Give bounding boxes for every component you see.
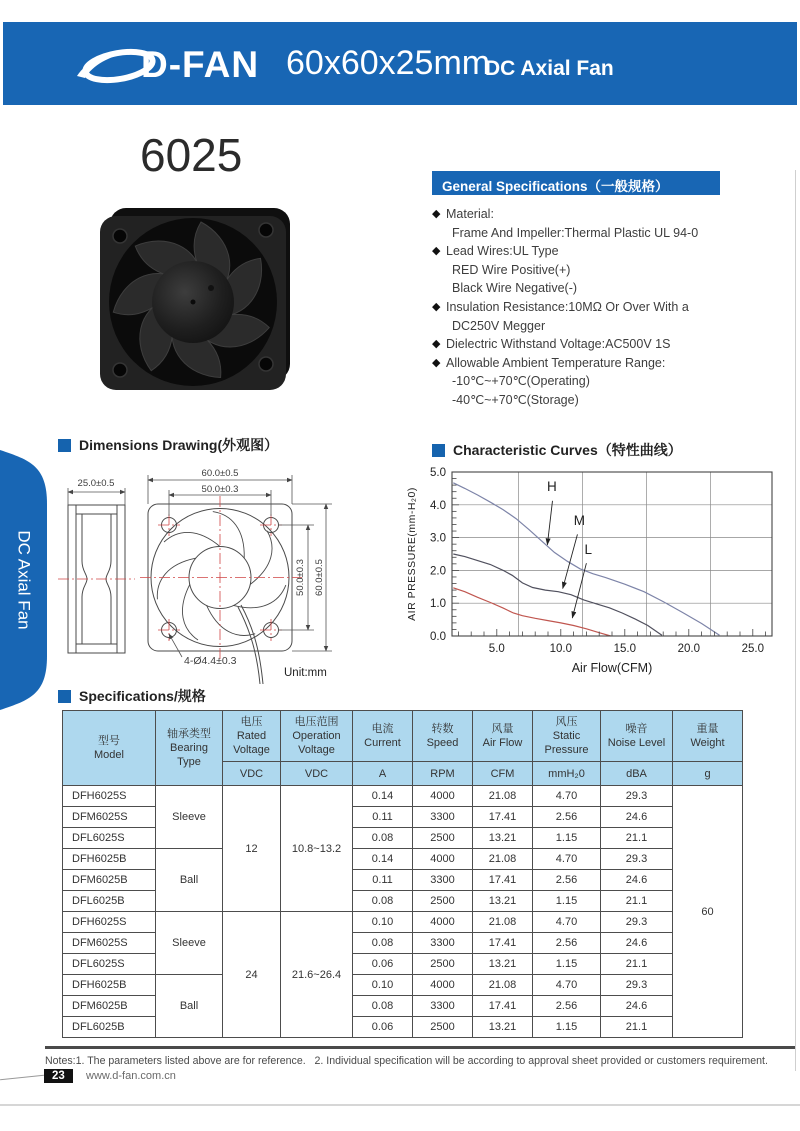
- noise-cell: 29.3: [601, 975, 673, 996]
- col-bearing: 轴承类型 Bearing Type: [156, 711, 223, 786]
- speed-cell: 4000: [413, 786, 473, 807]
- general-spec-line: DC250V Megger: [452, 318, 546, 333]
- col-operation-voltage: 电压范围 Operation Voltage: [281, 711, 353, 762]
- model-cell: DFH6025B: [63, 975, 156, 996]
- model-cell: DFL6025B: [63, 891, 156, 912]
- speed-cell: 2500: [413, 954, 473, 975]
- curves-title-text: Characteristic Curves（特性曲线）: [453, 442, 682, 458]
- x-tick-label: 10.0: [549, 643, 572, 655]
- col-rated-voltage: 电压 Rated Voltage: [223, 711, 281, 762]
- page-edge-bottom: [0, 1104, 800, 1106]
- col-noise: 噪音 Noise Level: [601, 711, 673, 762]
- general-spec-line: -10℃~+70℃(Operating): [452, 374, 590, 389]
- model-cell: DFM6025B: [63, 870, 156, 891]
- current-cell: 0.06: [353, 1017, 413, 1038]
- airflow-cell: 17.41: [473, 933, 533, 954]
- current-cell: 0.11: [353, 807, 413, 828]
- model-cell: DFM6025B: [63, 996, 156, 1017]
- unit-label: Unit:mm: [284, 667, 327, 679]
- y-tick-label: 5.0: [430, 467, 446, 479]
- badge-line: [0, 1075, 44, 1081]
- noise-cell: 29.3: [601, 849, 673, 870]
- noise-cell: 21.1: [601, 1017, 673, 1038]
- unit-speed: RPM: [413, 762, 473, 786]
- operation-voltage-cell: 21.6~26.4: [281, 912, 353, 1038]
- dim-height-inner: 50.0±0.3: [295, 559, 306, 596]
- specs-title-text: Specifications/规格: [79, 688, 206, 704]
- speed-cell: 4000: [413, 912, 473, 933]
- curve-label-H: H: [546, 479, 557, 495]
- unit-airflow: CFM: [473, 762, 533, 786]
- noise-cell: 21.1: [601, 891, 673, 912]
- diamond-bullet-icon: ◆: [432, 245, 441, 258]
- dimensions-section-title: [58, 435, 278, 455]
- static-pressure-cell: 2.56: [533, 807, 601, 828]
- model-cell: DFH6025B: [63, 849, 156, 870]
- curve-H: [453, 483, 719, 636]
- dim-holes: 4-Ø4.4±0.3: [184, 655, 237, 667]
- curve-label-M: M: [573, 513, 585, 529]
- x-axis-label: Air Flow(CFM): [571, 661, 653, 675]
- general-spec-line: ◆ Material:: [432, 205, 782, 224]
- rated-voltage-cell: 24: [223, 912, 281, 1038]
- col-model: 型号 Model: [63, 711, 156, 786]
- dim-width-inner: 50.0±0.3: [201, 484, 239, 495]
- diamond-bullet-icon: ◆: [432, 356, 441, 369]
- table-header-row: [63, 711, 743, 762]
- y-tick-label: 4.0: [430, 499, 446, 512]
- spec-row: [63, 912, 743, 933]
- y-axis-label: AIR PRESSURE(mm-H₂0): [406, 487, 418, 621]
- static-pressure-cell: 4.70: [533, 849, 601, 870]
- x-tick-label: 5.0: [488, 643, 505, 655]
- general-spec-line: RED Wire Positive(+): [452, 262, 571, 277]
- specifications-table: [62, 710, 743, 1038]
- speed-cell: 3300: [413, 870, 473, 891]
- x-tick-label: 25.0: [741, 643, 764, 655]
- col-airflow: 风量 Air Flow: [473, 711, 533, 762]
- general-spec-line: ◆ Allowable Ambient Temperature Range:: [432, 354, 782, 373]
- bearing-type-cell: Ball: [156, 975, 223, 1038]
- chart-curves: [453, 483, 719, 636]
- dim-depth: 25.0±0.5: [77, 478, 115, 489]
- current-cell: 0.08: [353, 891, 413, 912]
- speed-cell: 3300: [413, 996, 473, 1017]
- model-cell: DFM6025S: [63, 807, 156, 828]
- rated-voltage-cell: 12: [223, 786, 281, 912]
- speed-cell: 3300: [413, 933, 473, 954]
- speed-cell: 4000: [413, 975, 473, 996]
- speed-cell: 2500: [413, 1017, 473, 1038]
- static-pressure-cell: 4.70: [533, 912, 601, 933]
- dimensions-drawing: [52, 466, 342, 694]
- curves-section-title: [432, 440, 682, 460]
- noise-cell: 21.1: [601, 954, 673, 975]
- noise-cell: 24.6: [601, 996, 673, 1017]
- airflow-cell: 13.21: [473, 828, 533, 849]
- spec-row: [63, 786, 743, 807]
- noise-cell: 24.6: [601, 870, 673, 891]
- airflow-cell: 17.41: [473, 870, 533, 891]
- static-pressure-cell: 1.15: [533, 1017, 601, 1038]
- operation-voltage-cell: 10.8~13.2: [281, 786, 353, 912]
- model-cell: DFH6025S: [63, 912, 156, 933]
- y-tick-label: 2.0: [430, 565, 446, 578]
- col-weight: 重量 Weight: [673, 711, 743, 762]
- static-pressure-cell: 1.15: [533, 891, 601, 912]
- general-spec-line: Black Wire Negative(-): [452, 281, 578, 296]
- diamond-bullet-icon: ◆: [432, 208, 441, 220]
- general-spec-line: -40℃~+70℃(Storage): [452, 392, 579, 407]
- model-cell: DFM6025S: [63, 933, 156, 954]
- general-specs-list: [432, 205, 782, 410]
- static-pressure-cell: 4.70: [533, 786, 601, 807]
- noise-cell: 29.3: [601, 786, 673, 807]
- website-text: www.d-fan.com.cn: [86, 1070, 176, 1082]
- diamond-bullet-icon: ◆: [432, 300, 441, 313]
- model-cell: DFL6025S: [63, 828, 156, 849]
- airflow-cell: 17.41: [473, 807, 533, 828]
- speed-cell: 2500: [413, 891, 473, 912]
- unit-rated-voltage: VDC: [223, 762, 281, 786]
- general-spec-line: ◆ Insulation Resistance:10MΩ Or Over With a: [432, 298, 782, 317]
- footer-divider: [45, 1046, 795, 1049]
- col-speed: 转数 Speed: [413, 711, 473, 762]
- fan-product-photo: [88, 196, 298, 401]
- curve-label-L: L: [584, 542, 593, 557]
- noise-cell: 24.6: [601, 807, 673, 828]
- page-title: 60x60x25mm: [286, 44, 491, 82]
- chart-annotations: [547, 479, 593, 618]
- noise-cell: 21.1: [601, 828, 673, 849]
- spec-row: [63, 975, 743, 996]
- airflow-cell: 13.21: [473, 954, 533, 975]
- plot-border: [452, 472, 772, 636]
- noise-cell: 29.3: [601, 912, 673, 933]
- static-pressure-cell: 2.56: [533, 870, 601, 891]
- y-tick-label: 3.0: [430, 532, 446, 545]
- col-current: 电流 Current: [353, 711, 413, 762]
- dimensions-title-text: Dimensions Drawing(外观图）: [79, 437, 279, 453]
- airflow-cell: 21.08: [473, 912, 533, 933]
- diamond-bullet-icon: ◆: [432, 338, 441, 351]
- static-pressure-cell: 2.56: [533, 933, 601, 954]
- airflow-cell: 21.08: [473, 849, 533, 870]
- y-tick-label: 0.0: [430, 631, 446, 643]
- airflow-cell: 13.21: [473, 891, 533, 912]
- header-bar: [3, 22, 797, 105]
- weight-cell: 60: [673, 786, 743, 1038]
- speed-cell: 3300: [413, 807, 473, 828]
- y-tick-label: 1.0: [430, 598, 446, 611]
- dim-height-outer: 60.0±0.5: [314, 559, 325, 596]
- brand-text: D-FAN: [141, 44, 260, 85]
- general-spec-line: ◆ Dielectric Withstand Voltage:AC500V 1S: [432, 335, 782, 354]
- bearing-type-cell: Sleeve: [156, 912, 223, 975]
- current-cell: 0.14: [353, 849, 413, 870]
- static-pressure-cell: 1.15: [533, 954, 601, 975]
- current-cell: 0.06: [353, 954, 413, 975]
- characteristic-curves-chart: [404, 458, 796, 692]
- unit-weight: g: [673, 762, 743, 786]
- speed-cell: 4000: [413, 849, 473, 870]
- section-bullet-icon: [432, 444, 445, 457]
- general-spec-line: ◆ Lead Wires:UL Type: [432, 242, 782, 261]
- unit-current: A: [353, 762, 413, 786]
- curve-L: [453, 588, 610, 636]
- current-cell: 0.08: [353, 933, 413, 954]
- spec-row: [63, 849, 743, 870]
- page-subtitle: DC Axial Fan: [485, 57, 614, 80]
- page-number-badge: 23: [44, 1069, 73, 1083]
- current-cell: 0.08: [353, 996, 413, 1017]
- side-tab: [0, 450, 47, 710]
- unit-noise: dBA: [601, 762, 673, 786]
- general-spec-line: Frame And Impeller:Thermal Plastic UL 94-0: [452, 225, 699, 240]
- bearing-type-cell: Ball: [156, 849, 223, 912]
- speed-cell: 2500: [413, 828, 473, 849]
- col-static-pressure: 风压 Static Pressure: [533, 711, 601, 762]
- model-cell: DFL6025B: [63, 1017, 156, 1038]
- airflow-cell: 17.41: [473, 996, 533, 1017]
- unit-static-pressure: mmH₂0: [533, 762, 601, 786]
- curve-M: [453, 554, 662, 635]
- airflow-cell: 21.08: [473, 786, 533, 807]
- model-number: 6025: [140, 129, 243, 181]
- static-pressure-cell: 2.56: [533, 996, 601, 1017]
- current-cell: 0.11: [353, 870, 413, 891]
- current-cell: 0.08: [353, 828, 413, 849]
- side-tab-label: DC Axial Fan: [14, 530, 34, 630]
- current-cell: 0.10: [353, 912, 413, 933]
- bearing-type-cell: Sleeve: [156, 786, 223, 849]
- static-pressure-cell: 1.15: [533, 828, 601, 849]
- current-cell: 0.10: [353, 975, 413, 996]
- notes-text: Notes:1. The parameters listed above are for reference. 2. Individual specification will be according to approval sheet provided or customers requirement.: [45, 1055, 768, 1067]
- noise-cell: 24.6: [601, 933, 673, 954]
- current-cell: 0.14: [353, 786, 413, 807]
- unit-operation-voltage: VDC: [281, 762, 353, 786]
- static-pressure-cell: 4.70: [533, 975, 601, 996]
- chart-gridlines: [452, 472, 772, 636]
- airflow-cell: 21.08: [473, 975, 533, 996]
- model-cell: DFH6025S: [63, 786, 156, 807]
- dim-width-outer: 60.0±0.5: [201, 468, 239, 479]
- general-specs-title: General Specifications（一般规格）: [432, 171, 720, 195]
- x-tick-label: 15.0: [613, 643, 636, 655]
- x-tick-label: 20.0: [677, 643, 700, 655]
- model-cell: DFL6025S: [63, 954, 156, 975]
- airflow-cell: 13.21: [473, 1017, 533, 1038]
- section-bullet-icon: [58, 439, 71, 452]
